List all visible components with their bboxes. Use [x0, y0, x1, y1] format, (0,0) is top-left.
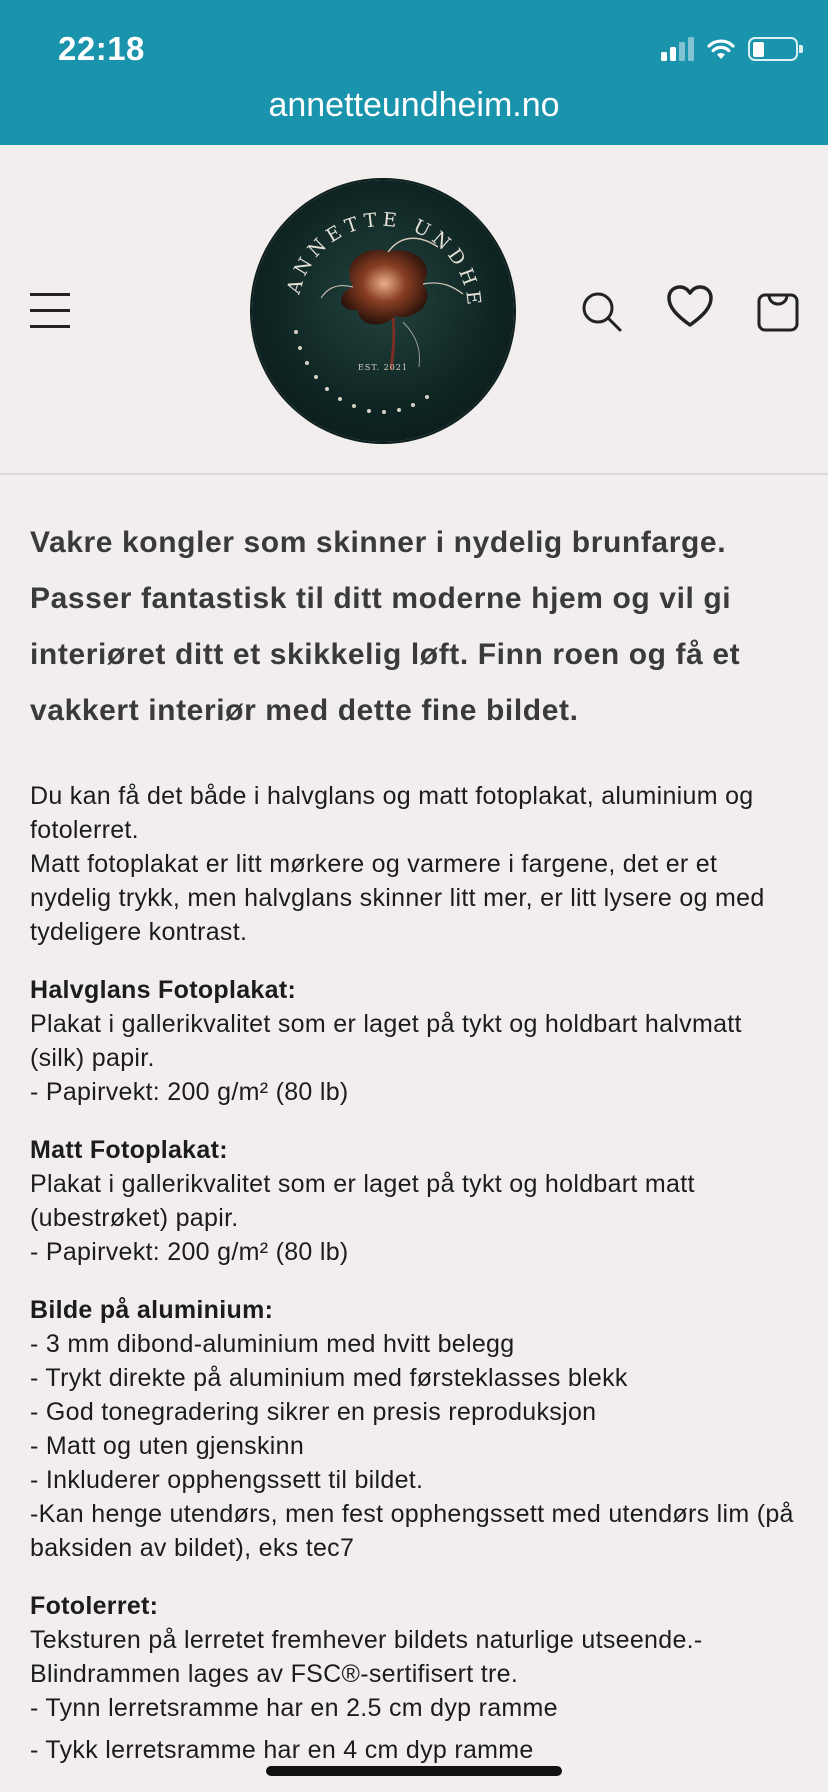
section-title: Bilde på aluminium:: [30, 1296, 274, 1324]
logo-graphic: [252, 180, 514, 442]
svg-text:ANNETTE UNDHEIM ART: ANNETTE UNDHE: [282, 208, 486, 311]
section-halvglans: [30, 973, 800, 1109]
section-line: - Tynn lerretsramme har en 2.5 cm dyp ramme: [30, 1694, 558, 1722]
search-icon[interactable]: [580, 290, 624, 334]
section-line: - Papirvekt: 200 g/m² (80 lb): [30, 1078, 349, 1106]
lead-paragraph: Vakre kongler som skinner i nydelig brunfarge. Passer fantastisk til ditt moderne hjem og vil gi interiøret ditt et skikkelig løft. Finn roen og få et vakkert interiør med dette fine bildet.: [30, 526, 741, 727]
intro-line: Matt fotoplakat er litt mørkere og varmere i fargene, det er et nydelig trykk, men halvglans skinner litt mer, er litt lysere og med tydeligere kontrast.: [30, 850, 765, 946]
hamburger-menu-icon[interactable]: [30, 293, 70, 327]
status-time: 22:18: [58, 30, 145, 67]
section-line: - Matt og uten gjenskinn: [30, 1432, 305, 1460]
section-aluminium: [30, 1293, 800, 1565]
section-line: Teksturen på lerretet fremhever bildets naturlige utseende.- Blindrammen lages av FSC®-sertifisert tre.: [30, 1626, 703, 1688]
product-description: [30, 475, 800, 1767]
heart-icon[interactable]: [666, 285, 714, 329]
site-logo[interactable]: [252, 180, 514, 442]
home-indicator[interactable]: [266, 1766, 562, 1776]
browser-top-bar: [0, 0, 828, 145]
section-line: - God tonegradering sikrer en presis reproduksjon: [30, 1398, 597, 1426]
section-line: Plakat i gallerikvalitet som er laget på tykt og holdbart halvmatt (silk) papir.: [30, 1010, 742, 1072]
section-line: - Tykk lerretsramme har en 4 cm dyp ramme: [30, 1736, 534, 1764]
status-icons: [661, 36, 798, 62]
site-header: [0, 145, 828, 475]
battery-icon: [748, 37, 798, 61]
section-line: - Inkluderer opphengssett til bildet.: [30, 1466, 424, 1494]
section-line: Plakat i gallerikvalitet som er laget på tykt og holdbart matt (ubestrøket) papir.: [30, 1170, 695, 1232]
section-title: Fotolerret:: [30, 1592, 159, 1620]
section-title: Matt Fotoplakat:: [30, 1136, 228, 1164]
intro-line: Du kan få det både i halvglans og matt fotoplakat, aluminium og fotolerret.: [30, 782, 754, 844]
section-line: - Papirvekt: 200 g/m² (80 lb): [30, 1238, 349, 1266]
section-matt: [30, 1133, 800, 1269]
wifi-icon: [706, 37, 736, 61]
section-title: Halvglans Fotoplakat:: [30, 976, 297, 1004]
section-fotolerret: [30, 1589, 800, 1767]
cellular-signal-icon: [661, 37, 694, 61]
logo-est-text: EST. 2021: [358, 363, 408, 372]
section-line: -Kan henge utendørs, men fest opphengssett med utendørs lim (på baksiden av bildet), eks tec7: [30, 1500, 794, 1562]
section-line: - 3 mm dibond-aluminium med hvitt belegg: [30, 1330, 515, 1358]
address-bar-url[interactable]: annetteundheim.no: [268, 86, 560, 124]
intro-paragraph: [30, 779, 800, 949]
section-line: - Trykt direkte på aluminium med førsteklasses blekk: [30, 1364, 628, 1392]
shopping-bag-icon[interactable]: [756, 285, 800, 333]
